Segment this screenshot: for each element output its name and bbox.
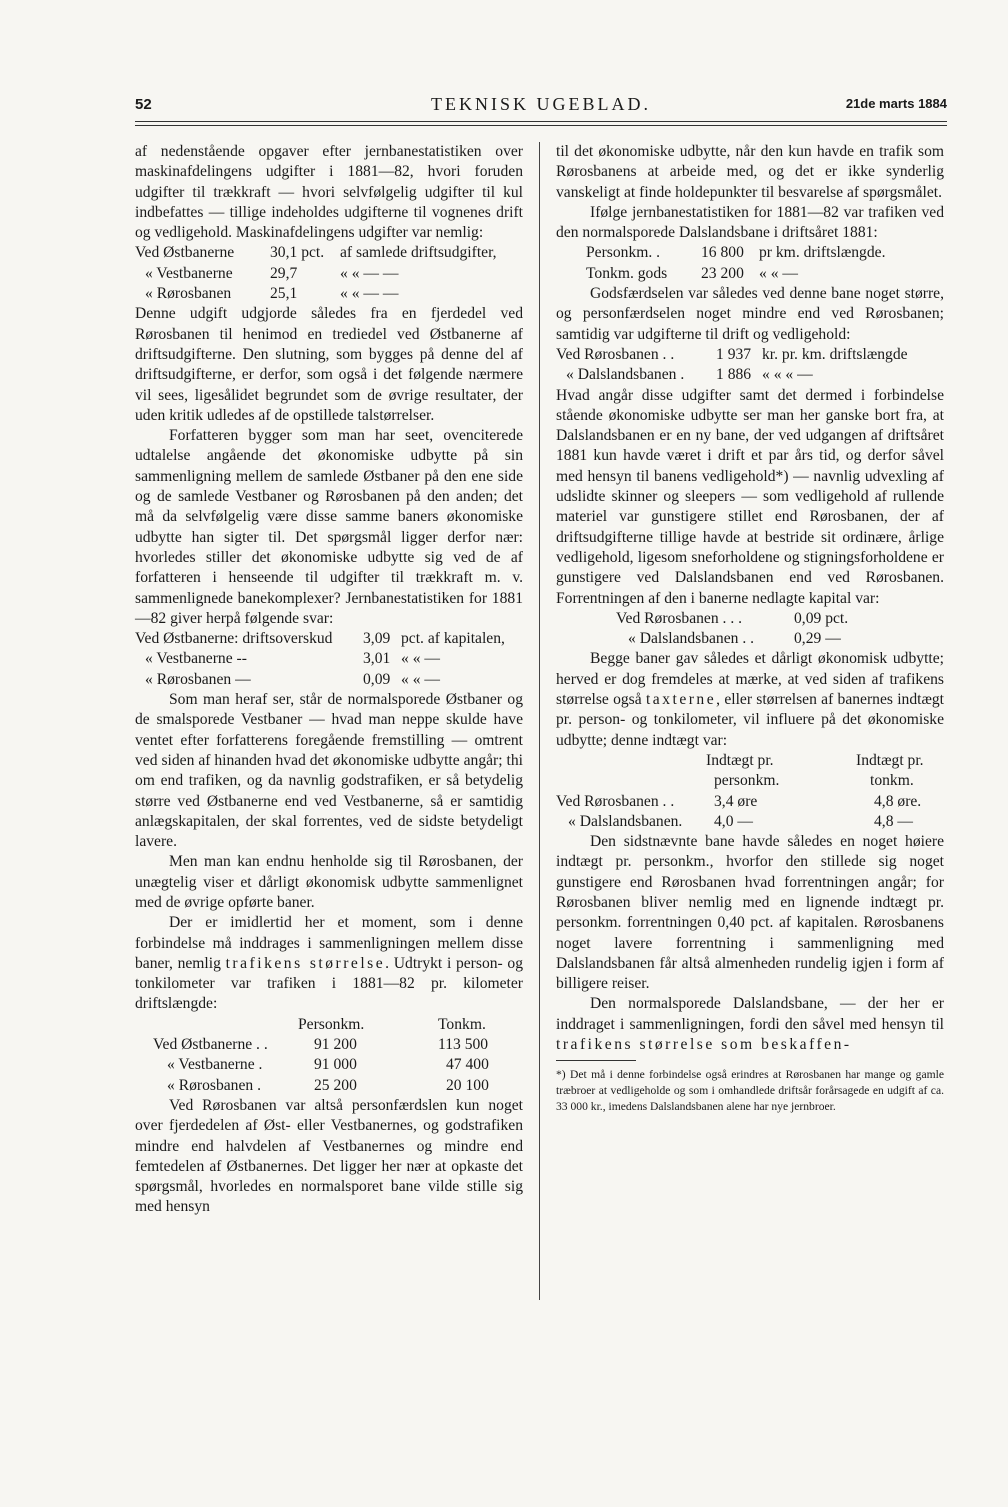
- journal-title: TEKNISK UGEBLAD.: [431, 94, 651, 114]
- table-row: « Dalslandsbanen . . 0,29 —: [628, 630, 841, 648]
- table-row: Ved Rørosbanen . . . 0,09 pct.: [616, 609, 849, 627]
- right-column: [556, 142, 944, 1115]
- table-header-row: personkm. tonkm.: [714, 772, 914, 790]
- table-row: « Dalslandsbanen. 4,0 — 4,8 —: [568, 812, 913, 830]
- table-row: « Dalslandsbanen . 1 886 « « « —: [566, 366, 813, 384]
- paragraph: Den sidstnævnte bane havde således en noget høiere indtægt pr. personkm., hvorfor den stillede sig noget gunstigere end Rørosbanen hvad forrentningen angår; for Rørosbanen bliver nemlig med en lignende indtægt pr. personkm. forrentningen 0,40 pct. af kapitalen. Rørosbanens noget lavere forrentning i sammenligning med Dalslandsbanen får altså almenheden rundelig igjen i form af billigere reiser.: [556, 833, 944, 993]
- issue-date: 21de marts 1884: [845, 96, 947, 111]
- paragraph: Forfatteren bygger som man har seet, ovenciterede udtalelse angående det økonomiske udbytte på sin sammenligning mellem de samlede Østbaner på den ene side og de samlede Vestbaner og Rørosbanen på den anden; det må da selvfølgelig være disse samme baners økonomiske udbytte han sigter til. Det spørgsmål ligger derfor nær: hvorledes stiller det økonomiske udbytte sig ved de af forfatteren i henseende til udgifter til trækkraft m. v. sammenlignede banekomplexer? Jernbanestatistiken for 1881—82 giver herpå følgende svar:: [135, 427, 523, 627]
- revenue-table: [556, 751, 924, 832]
- table-row: « Rørosbanen 25,1 « « — —: [145, 285, 399, 303]
- header-rule: [135, 121, 947, 122]
- table-row: « Rørosbanen . 25 200 20 100: [167, 1076, 489, 1094]
- footnote-rule: [556, 1060, 636, 1061]
- table-row: « Vestbanerne . 91 000 47 400: [167, 1056, 489, 1074]
- paragraph: Den normalsporede Dalslandsbane, — der her er inddraget i sammenligningen, fordi den såvel med hensyn til trafikens størrelse som beskaffen-: [556, 995, 944, 1054]
- paragraph: til det økonomiske udbytte, når den kun havde en trafik som Rørosbanens at arbeide med, og det er ikke synderlig vanskeligt at finde holdepunkter til besvarelse af spørgsmålet.: [556, 143, 944, 201]
- paragraph: Men man kan endnu henholde sig til Rørosbanen, der unægtelig viser et dårligt økonomisk udbytte sammenlignet med de øvrige opførte baner.: [135, 853, 523, 911]
- page-number: 52: [135, 96, 152, 113]
- footnote: *) Det må i denne forbindelse også erindres at Rørosbanen har mange og gamle træbroer at vedligeholde og som i omhandlede driftsår forårsagede en udgift af ca. 33 000 kr., imedens Dalslandsbanen alene har nye jernbroer.: [556, 1068, 944, 1114]
- table-row: « Vestbanerne -- 3,01 « « —: [145, 650, 440, 668]
- table-row: Ved Østbanerne 30,1 pct. af samlede driftsudgifter,: [135, 244, 497, 262]
- paragraph: Hvad angår disse udgifter samt det dermed i forbindelse stående økonomiske udbytte ser man her ganske bort fra, at Dalslandsbanen er en ny bane, der ved udgangen af driftsåret 1881 kun havde været i drift et par års tid, og derfor såvel med hensyn til banens vedligehold*) — navnlig udvexling af udslidte skinner og sleepers — som vedligehold af rullende materiel var gunstigere stillet end Rørosbanen, der af driftsudgifterne tillige havde at bestride sit ordinære, årlige vedligehold, ligesom sneforholdene og stigningsforholdene er gunstigere ved Dalslandsbanen end ved Rørosbanen. Forrentningen af den i banerne nedlagte kapital var:: [556, 386, 944, 607]
- paragraph: Der er imidlertid her et moment, som i denne forbindelse må inddrages i sammenligningen mellem disse baner, nemlig trafikens størrelse. Udtrykt i person- og tonkilometer var trafiken i 1881—82 pr. kilometer driftslængde:: [135, 914, 524, 1013]
- table-row: Ved Rørosbanen . . 3,4 øre 4,8 øre.: [556, 792, 922, 810]
- traffic-table: [153, 1015, 489, 1096]
- column-divider: [539, 142, 540, 1300]
- table-row: Ved Rørosbanen . . 1 937 kr. pr. km. driftslængde: [556, 345, 908, 363]
- left-column: [135, 142, 523, 1218]
- paragraph: Ved Rørosbanen var altså personfærdslen kun noget over fjerdedelen af Øst- eller Vestbanernes, og godstrafiken mindre end halvdelen af Vestbanernes og mindre end femtedelen af Østbanernes. Det ligger her nær at opkaste det spørgsmål, hvorledes en normalsporet bane vilde stille sig med hensyn: [135, 1096, 523, 1216]
- header-rule-2: [135, 125, 947, 126]
- interest-table: [616, 609, 848, 650]
- paragraph: Denne udgift udgjorde således fra en fjerdedel ved Rørosbanen til henimod en trediedel ved Østbanerne af driftsudgifterne. Den slutning, som bygges på denne del af driftsudgifterne, er derfor, som også i det følgende nærmere vil sees, ligesålidet begrundet som de øvrige resultater, der uden kritik udledes af de opstillede talstørrelser.: [135, 305, 523, 424]
- table-row: « Rørosbanen — 0,09 « « —: [145, 670, 440, 688]
- paragraph: Ifølge jernbanestatistiken for 1881—82 var trafiken ved den normalsporede Dalslandsbane i driftsåret 1881:: [556, 203, 944, 242]
- page-header: [135, 96, 947, 118]
- table-row: Personkm. . 16 800 pr km. driftslængde.: [586, 244, 886, 262]
- table-row: Ved Østbanerne . . 91 200 113 500: [153, 1036, 489, 1054]
- paragraph: Begge baner gav således et dårligt økonomisk udbytte; herved er dog fremdeles at mærke, at ved siden af trafikens størrelse også taxterne, eller størrelsen af banernes indtægt pr. person- og tonkilometer, vil influere på det økonomiske udbytte; denne indtægt var:: [556, 650, 944, 749]
- table-row: « Vestbanerne 29,7 « « — —: [145, 264, 399, 282]
- expense-table: [135, 243, 497, 304]
- operating-cost-table: [556, 345, 908, 386]
- paragraph: af nedenstående opgaver efter jernbanestatistiken over maskinafdelingens udgifter i 1881—82, hvori foruden udgifter til trækkraft — hvori selvfølgelig udgifter til kul indbefattes — tillige indeholdes udgifterne til vognenes drift og vedligehold. Maskinafdelingens udgifter var nemlig:: [135, 143, 523, 242]
- table-row: Ved Østbanerne: driftsoverskud 3,09 pct. af kapitalen,: [135, 630, 505, 648]
- paragraph: Som man heraf ser, står de normalsporede Østbaner og de smalsporede Vestbaner — hvad man neppe skulde have ventet efter forfatterens foregående fremstilling — omtrent ved siden af hinanden hvad det økonomiske udbytte angår; thi om end trafiken, og da navnlig godstrafiken, er så betydelig større ved Østbanerne end ved Vestbanerne, så er samtidig anlægskapitalen, der skal forrentes, ved de sidste betydeligt lavere.: [135, 691, 523, 851]
- paragraph: Godsfærdselen var således ved denne bane noget større, og personfærdselen noget mindre end ved Rørosbanen; samtidig var udgifterne til drift og vedligehold:: [556, 285, 944, 343]
- table-header-row: Indtægt pr. Indtægt pr.: [706, 751, 924, 769]
- table-row: Tonkm. gods 23 200 « « —: [586, 264, 798, 282]
- table-header-row: Personkm. Tonkm.: [298, 1015, 486, 1033]
- dalsland-traffic-table: [586, 243, 885, 284]
- surplus-table: [135, 629, 505, 690]
